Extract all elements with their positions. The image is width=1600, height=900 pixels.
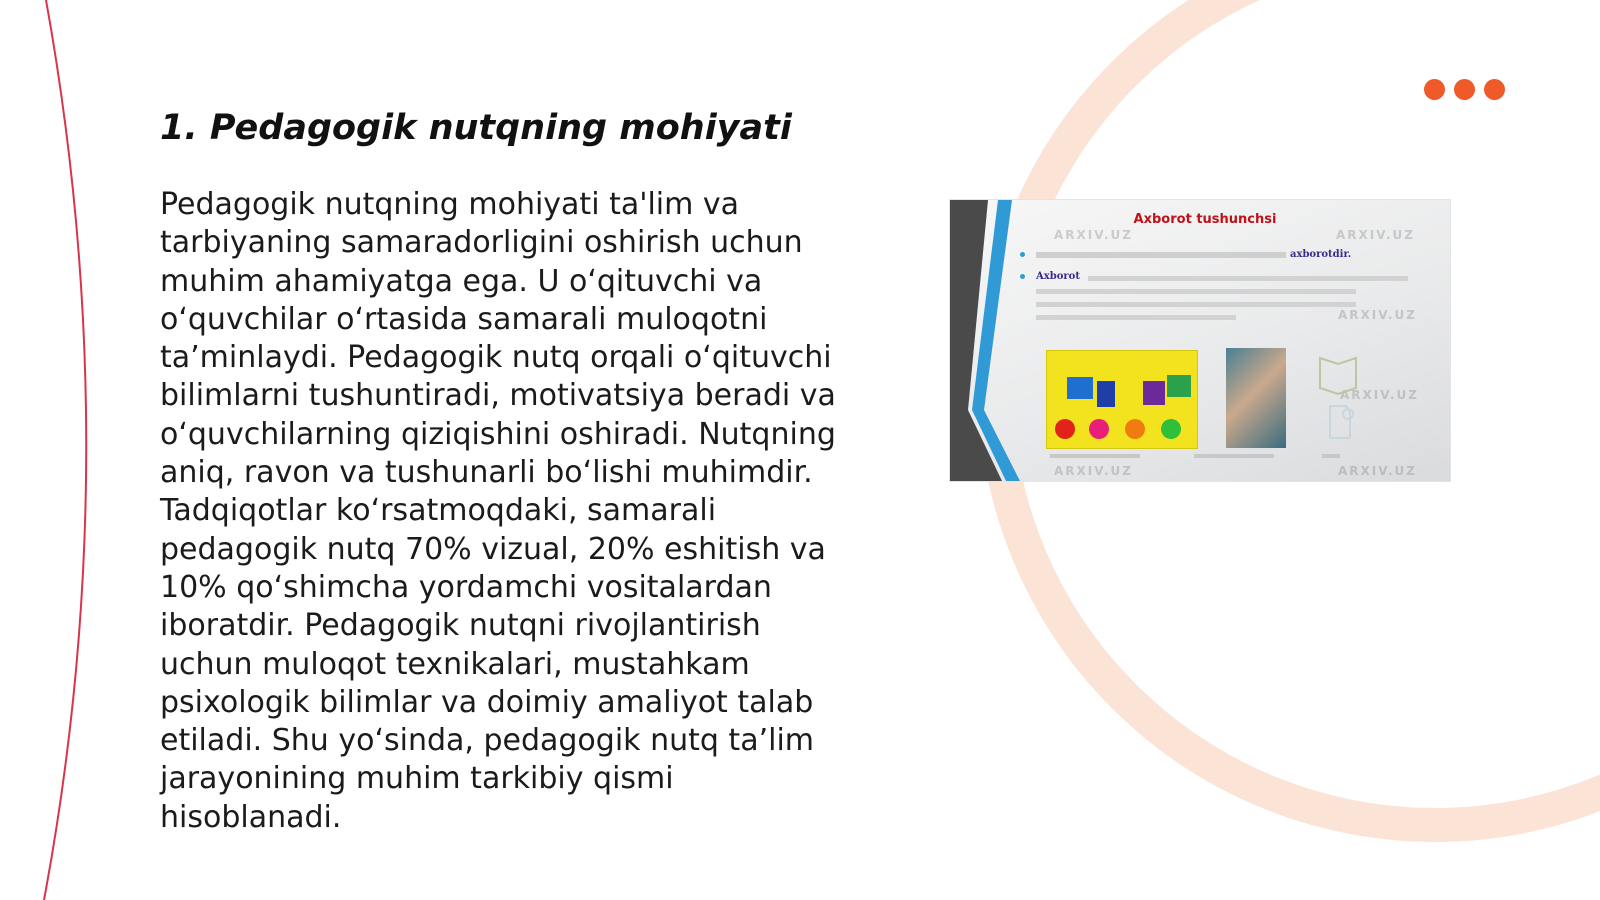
- thumbnail-bullet: [1020, 270, 1360, 320]
- slide-body-text: Pedagogik nutqning mohiyati ta'lim va tarbiyaning samaradorligini oshirish uchun muhim ahamiyatga ega. U o‘qituvchi va o‘quvchilar o‘rtasida samarali muloqotni ta’minlaydi. Pedagogik nutq orqali o‘qituvchi bilimlarni tushuntiradi, motivatsiya beradi va o‘quvchilarning qiziqishini oshiradi. Nutqning aniq, ravon va tushunarli bo‘lishi muhimdir. Tadqiqotlar ko‘rsatmoqdaki, samarali pedagogik nutq 70% vizual, 20% eshitish va 10% qo‘shimcha yordamchi vositalardan iboratdir. Pedagogik nutqni rivojlantirish uchun muloqot texnikalari, mustahkam psixologik bilimlar va doimiy amaliyot talab etiladi. Shu yo‘sinda, pedagogik nutq ta’lim jarayonining muhim tarkibiy qismi hisoblanadi.: [160, 187, 836, 835]
- dot-icon: [1484, 79, 1505, 100]
- slide-title: 1. Pedagogik nutqning mohiyati: [160, 108, 792, 148]
- caption-line: [1194, 454, 1274, 458]
- caption-line: [1322, 454, 1340, 458]
- watermark: ARXIV.UZ: [1338, 464, 1417, 478]
- dot-icon: [1424, 79, 1445, 100]
- thumbnail-bullet: [1020, 248, 1360, 262]
- thumbnail-stripes: [950, 200, 1450, 481]
- thumbnail-bullets: [1020, 248, 1360, 328]
- document-illustration: [1226, 348, 1286, 448]
- dot-icon: [1454, 79, 1475, 100]
- watermark: ARXIV.UZ: [1338, 308, 1417, 322]
- caption-line: [1050, 454, 1140, 458]
- thumbnail-title: Axborot tushunchsi: [1133, 212, 1277, 227]
- informatics-illustration: [1046, 350, 1198, 449]
- thumbnail-bullet-term: Axborot: [1036, 271, 1080, 282]
- watermark: ARXIV.UZ: [1054, 464, 1133, 478]
- watermark: ARXIV.UZ: [1336, 228, 1415, 242]
- embedded-slide-image: [950, 200, 1450, 481]
- thumbnail-bullet-term: axborotdir.: [1290, 249, 1352, 260]
- dots-icon: [1424, 79, 1505, 100]
- book-illustration: [1310, 348, 1370, 448]
- left-curve-line: [44, 0, 86, 900]
- watermark: ARXIV.UZ: [1340, 388, 1419, 402]
- watermark: ARXIV.UZ: [1054, 228, 1133, 242]
